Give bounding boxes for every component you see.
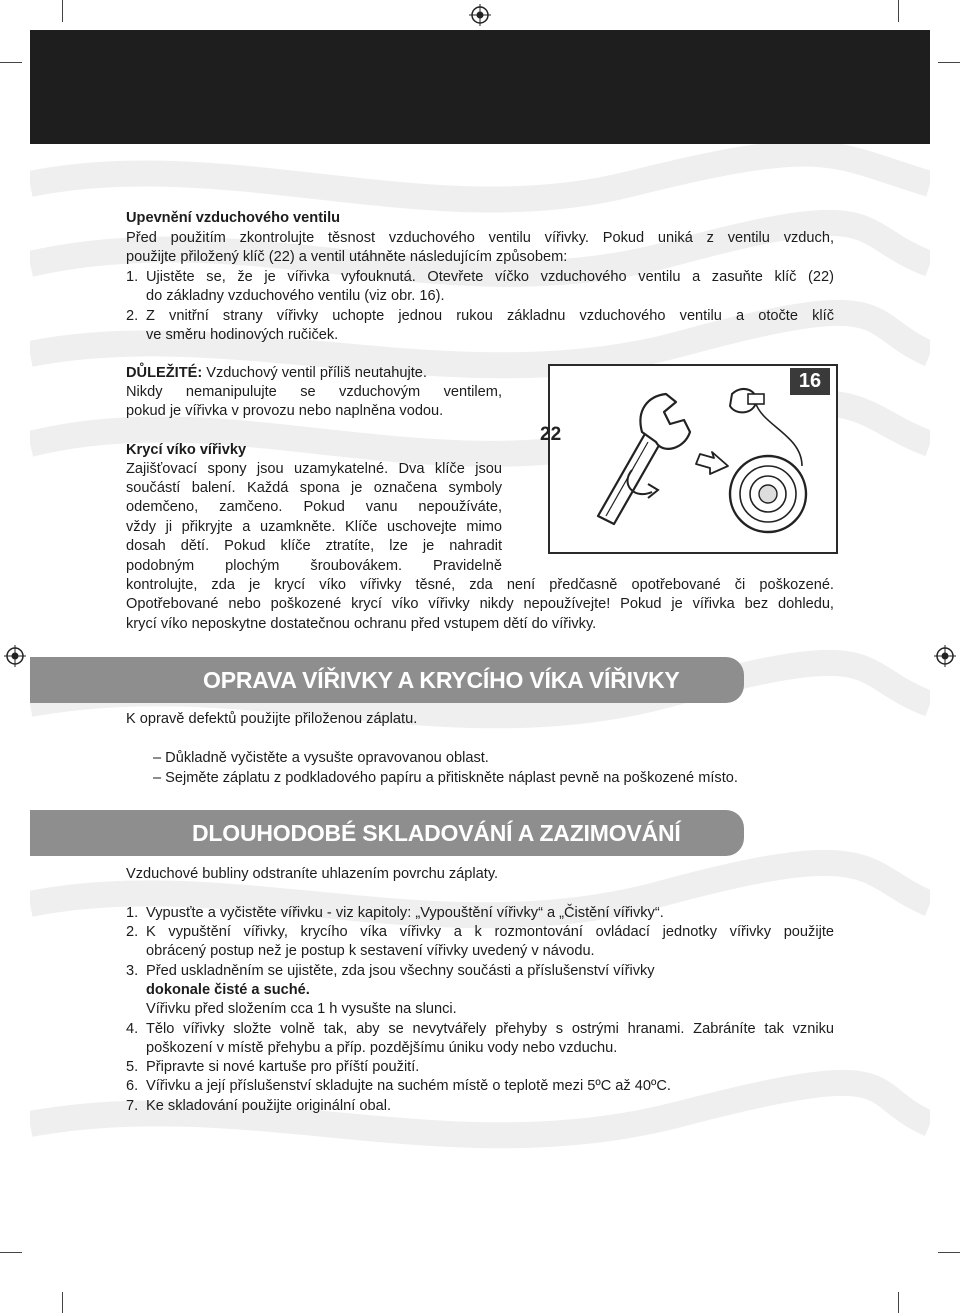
warning-line: pokud je vířivka v provozu nebo naplněna vodou. bbox=[126, 403, 444, 419]
header-band bbox=[30, 30, 930, 144]
step-number: 2. bbox=[126, 924, 139, 940]
banner-title: OPRAVA VÍŘIVKY A KRYCÍHO VÍKA VÍŘIVKY bbox=[203, 667, 680, 693]
warning-line: Nikdy nemanipulujte se vzduchovým ventilem, bbox=[126, 384, 502, 400]
banner-title: DLOUHODOBÉ SKLADOVÁNÍ A ZAZIMOVÁNÍ bbox=[192, 820, 681, 846]
repair-intro: K opravě defektů použijte přiloženou záplatu. bbox=[126, 711, 418, 727]
section-title-valve: Upevnění vzduchového ventilu bbox=[126, 210, 341, 226]
important-note bbox=[126, 364, 427, 383]
important-text: Vzduchový ventil příliš neutahujte. bbox=[202, 365, 427, 381]
step-line: Ujistěte se, že je vířivka vyfouknutá. Otevřete víčko vzduchového ventilu a zasuňte klíč (22) bbox=[146, 269, 834, 285]
step-line: Tělo vířivky složte volně tak, aby se nevytvářely přehyby s ostrými hranami. Zabráníte tak vzniku bbox=[146, 1021, 834, 1037]
paragraph-line: Před použitím zkontrolujte těsnost vzduchového ventilu vířivky. Pokud uniká z ventilu vzduch, bbox=[126, 230, 834, 246]
paragraph-line: Opotřebované nebo poškozené krycí víko vířivky nikdy nepoužívejte! Pokud je vířivka bez dohledu, bbox=[126, 596, 834, 612]
paragraph-line: součástí balení. Každá spona je označena symboly bbox=[126, 480, 502, 496]
crop-mark bbox=[62, 0, 63, 22]
paragraph-line: dosah dětí. Pokud klíče ztratíte, lze je nahradit bbox=[126, 538, 502, 554]
registration-mark-icon bbox=[4, 645, 26, 667]
step-line: Ke skladování použijte originální obal. bbox=[146, 1098, 392, 1114]
crop-mark bbox=[938, 1252, 960, 1253]
step-number: 5. bbox=[126, 1059, 139, 1075]
step-line: Před uskladněním se ujistěte, zda jsou všechny součásti a příslušenství vířivky bbox=[146, 963, 655, 979]
step-line: ve směru hodinových ručiček. bbox=[146, 327, 339, 343]
step-number: 4. bbox=[126, 1021, 139, 1037]
paragraph-line: vždy ji přikryjte a uzamkněte. Klíče uschovejte mimo bbox=[126, 519, 502, 535]
list-item: – Sejměte záplatu z podkladového papíru a přitiskněte náplast pevně na poškozené místo. bbox=[153, 770, 738, 786]
figure-number-badge: 16 bbox=[790, 368, 830, 395]
section-title-cover: Krycí víko vířivky bbox=[126, 442, 247, 458]
step-number: 6. bbox=[126, 1078, 139, 1094]
section-banner-repair bbox=[30, 657, 744, 703]
step-line: poškození v místě přehybu a příp. pozdějšímu úniku vody nebo vzduchu. bbox=[146, 1040, 618, 1056]
step-line: Vířivku před složením cca 1 h vysušte na slunci. bbox=[146, 1001, 457, 1017]
step-number: 7. bbox=[126, 1098, 139, 1114]
step-number: 1. bbox=[126, 905, 139, 921]
section-banner-storage bbox=[30, 810, 744, 856]
step-emphasis: dokonale čisté a suché. bbox=[146, 982, 310, 998]
step-line: K vypuštění vířivky, krycího víka vířivky a k rozmontování ovládací jednotky vířivky použijte bbox=[146, 924, 834, 940]
registration-mark-icon bbox=[469, 4, 491, 26]
step-line: Připravte si nové kartuše pro příští použití. bbox=[146, 1059, 420, 1075]
step-number: 2. bbox=[126, 308, 139, 324]
step-number: 3. bbox=[126, 963, 139, 979]
list-item: – Důkladně vyčistěte a vysušte opravovanou oblast. bbox=[153, 750, 489, 766]
paragraph-line: odemčeno, zamčeno. Pokud vanu nepoužíváte, bbox=[126, 499, 502, 515]
step-line: Z vnitřní strany vířivky uchopte jednou rukou základnu vzduchového ventilu a otočte klíč bbox=[146, 308, 834, 324]
crop-mark bbox=[898, 0, 899, 22]
registration-mark-icon bbox=[934, 645, 956, 667]
paragraph-line: krycí víko neposkytne dostatečnou ochranu před vstupem dětí do vířivky. bbox=[126, 616, 597, 632]
crop-mark bbox=[0, 1252, 22, 1253]
step-line: obrácený postup než je postup k sestavení vířivky uvedený v návodu. bbox=[146, 943, 595, 959]
step-line: Vířivku a její příslušenství skladujte na suchém místě o teplotě mezi 5ºC až 40ºC. bbox=[146, 1078, 671, 1094]
step-line: do základny vzduchového ventilu (viz obr. 16). bbox=[146, 288, 445, 304]
step-number: 1. bbox=[126, 269, 139, 285]
paragraph-line: kontrolujte, zda je krycí víko vířivky těsné, zda není předčasně opotřebované či poškozené. bbox=[126, 577, 834, 593]
crop-mark bbox=[938, 62, 960, 63]
important-label: DŮLEŽITÉ: bbox=[126, 365, 203, 381]
step-line: Vypusťte a vyčistěte vířivku - viz kapitoly: „Vypouštění vířivky“ a „Čistění vířivky“. bbox=[146, 905, 664, 921]
part-label-22: 22 bbox=[540, 424, 562, 445]
paragraph-line: Zajišťovací spony jsou uzamykatelné. Dva klíče jsou bbox=[126, 461, 502, 477]
storage-intro: Vzduchové bubliny odstraníte uhlazením povrchu záplaty. bbox=[126, 866, 499, 882]
paragraph-line: podobným plochým šroubovákem. Pravidelně bbox=[126, 558, 502, 574]
crop-mark bbox=[0, 62, 22, 63]
paragraph-line: použijte přiložený klíč (22) a ventil utáhněte následujícím způsobem: bbox=[126, 249, 568, 265]
